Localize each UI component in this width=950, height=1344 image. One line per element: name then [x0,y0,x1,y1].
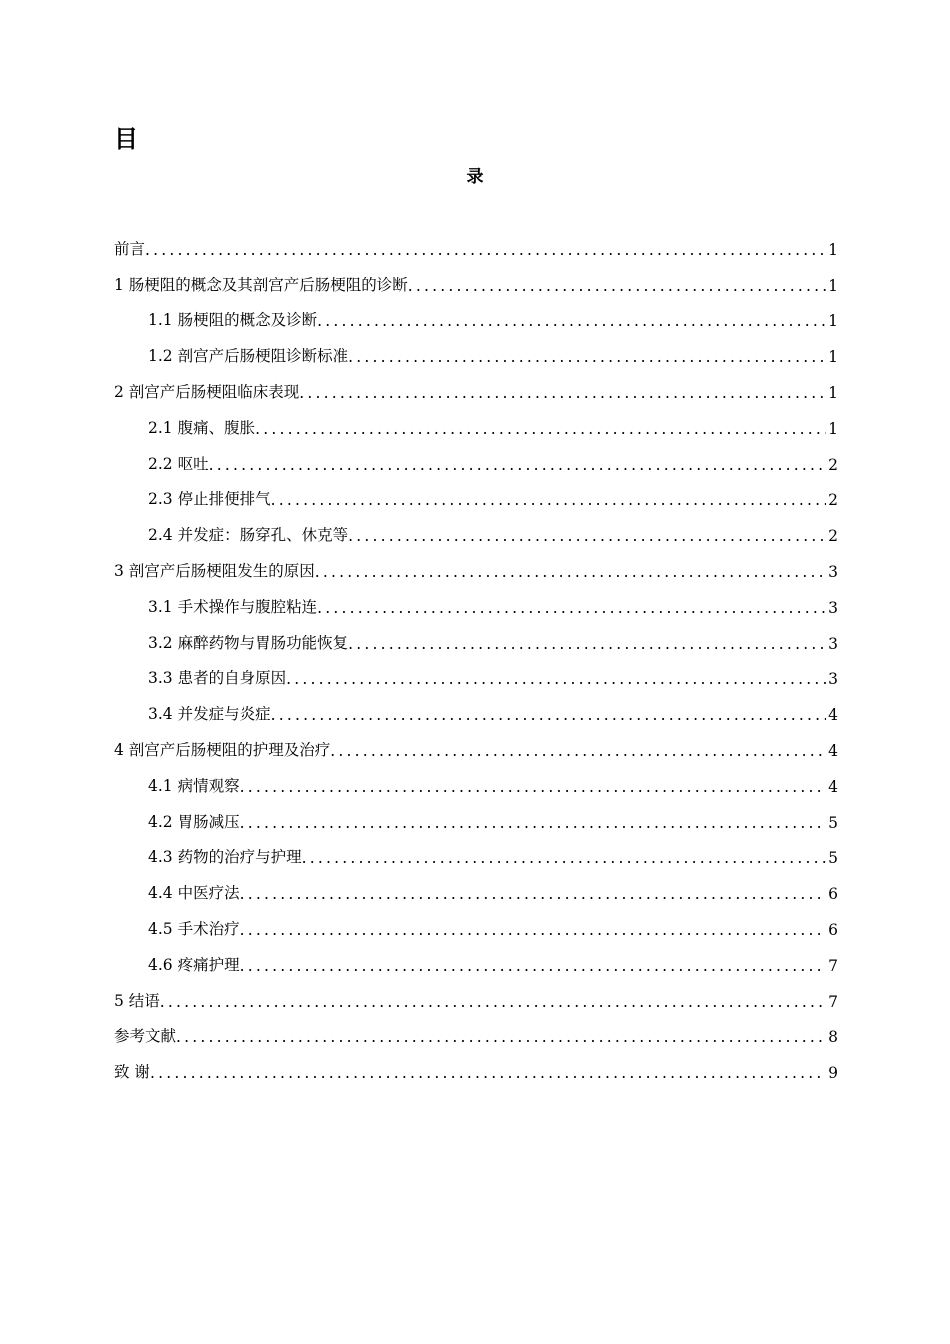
toc-entry[interactable] [114,445,838,481]
table-of-contents [114,230,838,1089]
toc-entry-page-number: 4 [828,777,838,796]
toc-entry-label: 2.4 并发症：肠穿孔、休克等 [148,526,349,545]
toc-dot-leader [348,348,826,373]
toc-entry-page-number: 3 [828,598,838,617]
toc-entry-label: 参考文献 [114,1027,177,1046]
toc-entry[interactable] [114,946,838,982]
toc-entry[interactable] [114,552,838,588]
toc-entry-label: 4 剖宫产后肠梗阻的护理及治疗 [114,740,331,759]
toc-dot-leader [209,456,827,481]
toc-entry[interactable] [114,373,838,409]
toc-entry-page-number: 3 [828,634,838,653]
toc-entry-page-number: 5 [828,813,838,832]
toc-entry[interactable] [114,874,838,910]
toc-entry-page-number: 3 [828,670,838,689]
toc-entry[interactable] [114,731,838,767]
toc-entry[interactable] [114,767,838,803]
toc-entry-page-number: 4 [828,741,838,760]
toc-entry[interactable] [114,982,838,1018]
toc-entry-label: 2 剖宫产后肠梗阻临床表现 [114,382,300,401]
toc-entry-page-number: 1 [828,419,838,438]
toc-entry-label: 1 肠梗阻的概念及其剖宫产后肠梗阻的诊断 [114,275,408,294]
toc-dot-leader [286,670,826,695]
toc-entry-page-number: 1 [828,383,838,402]
toc-dot-leader [255,420,826,445]
toc-dot-leader [271,706,827,731]
toc-entry-label: 4.2 胃肠减压 [148,812,240,831]
toc-entry-label: 1.1 肠梗阻的概念及诊断 [148,311,318,330]
toc-entry-label: 4.1 病情观察 [148,776,240,795]
toc-heading-part-1: 目 [114,125,138,153]
toc-dot-leader [315,563,826,588]
toc-entry[interactable] [114,337,838,373]
toc-entry[interactable] [114,588,838,624]
toc-dot-leader [299,384,826,409]
toc-entry[interactable] [114,230,838,266]
toc-entry[interactable] [114,302,838,338]
toc-entry-page-number: 7 [828,992,838,1011]
toc-dot-leader [160,993,826,1018]
toc-entry[interactable] [114,1018,838,1054]
toc-entry-label: 3.1 手术操作与腹腔粘连 [148,597,318,616]
toc-entry[interactable] [114,266,838,302]
toc-entry-label: 前言 [114,239,146,258]
toc-entry[interactable] [114,839,838,875]
toc-entry-page-number: 1 [828,312,838,331]
toc-entry-page-number: 6 [828,885,838,904]
toc-heading-part-2: 录 [466,167,484,187]
toc-entry-label: 1.2 剖宫产后肠梗阻诊断标准 [148,347,349,366]
toc-entry-page-number: 9 [828,1064,838,1083]
toc-entry[interactable] [114,803,838,839]
toc-dot-leader [240,814,827,839]
toc-entry-page-number: 7 [828,956,838,975]
toc-entry-page-number: 3 [828,562,838,581]
toc-entry-page-number: 1 [828,240,838,259]
toc-entry-label: 3 剖宫产后肠梗阻发生的原因 [114,561,315,580]
toc-dot-leader [240,921,827,946]
toc-entry-label: 3.2 麻醉药物与胃肠功能恢复 [148,633,349,652]
toc-entry-label: 致 谢 [114,1063,150,1082]
toc-dot-leader [271,491,827,516]
toc-entry-label: 2.2 呕吐 [148,454,209,473]
toc-dot-leader [240,957,827,982]
toc-dot-leader [240,778,827,803]
toc-entry-page-number: 2 [828,491,838,510]
toc-entry-label: 4.4 中医疗法 [148,884,240,903]
toc-entry-label: 4.6 疼痛护理 [148,955,240,974]
toc-entry-page-number: 4 [828,706,838,725]
toc-entry[interactable] [114,624,838,660]
toc-entry-label: 4.3 药物的治疗与护理 [148,848,302,867]
toc-entry[interactable] [114,1053,838,1089]
toc-dot-leader [302,849,827,874]
toc-entry[interactable] [114,516,838,552]
toc-entry-page-number: 2 [828,455,838,474]
toc-dot-leader [317,599,826,624]
toc-entry[interactable] [114,481,838,517]
toc-dot-leader [317,312,826,337]
toc-entry-page-number: 1 [828,348,838,367]
toc-entry-label: 5 结语 [114,991,160,1010]
toc-entry-label: 3.4 并发症与炎症 [148,705,271,724]
toc-entry-page-number: 8 [828,1028,838,1047]
toc-entry-label: 3.3 患者的自身原因 [148,669,287,688]
toc-dot-leader [145,241,826,266]
toc-entry-page-number: 2 [828,527,838,546]
toc-dot-leader [330,742,826,767]
toc-dot-leader [240,885,827,910]
toc-entry[interactable] [114,660,838,696]
toc-entry-label: 4.5 手术治疗 [148,919,240,938]
toc-dot-leader [348,635,826,660]
toc-entry-page-number: 5 [828,849,838,868]
toc-dot-leader [408,277,826,302]
toc-entry-label: 2.1 腹痛、腹胀 [148,418,256,437]
toc-dot-leader [176,1028,826,1053]
toc-entry[interactable] [114,910,838,946]
toc-entry[interactable] [114,695,838,731]
toc-entry-page-number: 1 [828,276,838,295]
toc-entry-page-number: 6 [828,920,838,939]
toc-dot-leader [348,527,826,552]
toc-dot-leader [150,1064,826,1089]
toc-entry[interactable] [114,409,838,445]
toc-entry-label: 2.3 停止排便排气 [148,490,271,509]
